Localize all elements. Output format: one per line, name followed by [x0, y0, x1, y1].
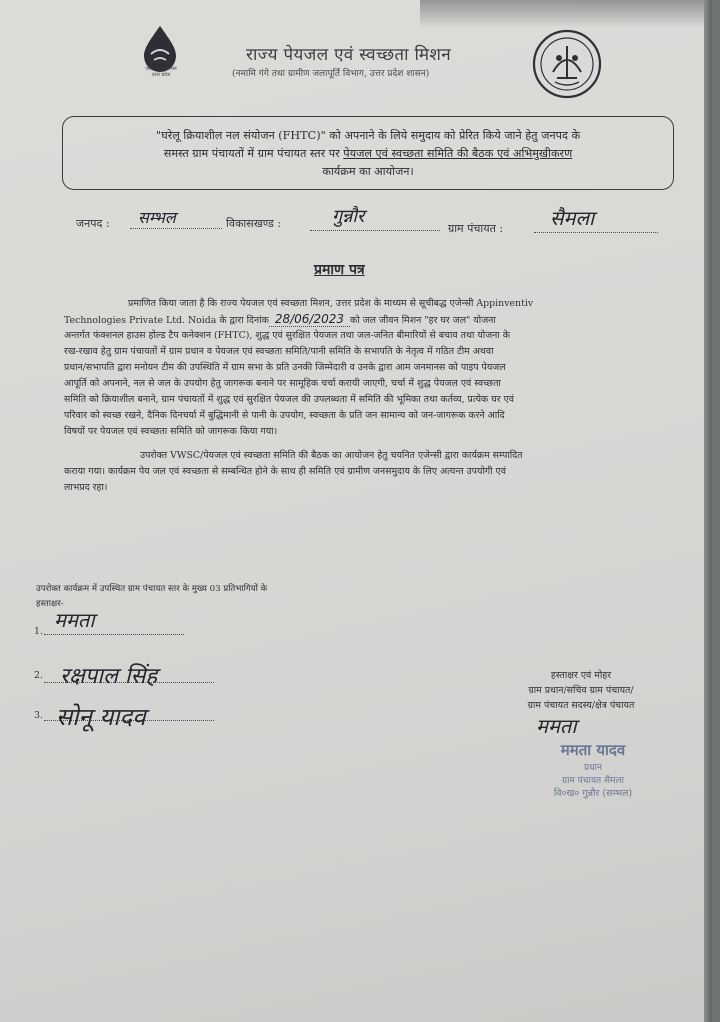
paragraph-line: लाभप्रद रहा। — [64, 482, 108, 493]
stamp-line: वि०ख० गुन्नौर (सम्भल) — [553, 788, 633, 799]
paragraph-line: उपरोक्त VWSC/पेयजल एवं स्वच्छता समिति की बैठक का आयोजन हेतु चयनित एजेन्सी द्वारा कार्यक्रम सम्पादित — [140, 450, 523, 461]
signatory-signature: ममता — [536, 714, 577, 738]
program-title-line — [62, 145, 674, 163]
stamp-name: ममता यादव — [560, 741, 626, 759]
panchayat-line — [534, 232, 658, 233]
panchayat-label: ग्राम पंचायत : — [448, 222, 504, 235]
paragraph-line: विषयों पर पेयजल एवं स्वच्छता समिति को जागरूक किया गया। — [64, 426, 278, 437]
block-label: विकासखण्ड : — [226, 217, 282, 230]
program-title-text: समस्त ग्राम पंचायतों में ग्राम पंचायत स्तर पर — [163, 147, 344, 160]
certificate-heading: प्रमाण पत्र — [314, 262, 365, 278]
participants-intro: उपरोक्त कार्यक्रम में उपस्थित ग्राम पंचायत स्तर के मुख्य 03 प्रतिभागियों के — [36, 584, 268, 594]
panchayat-value: सैमला — [550, 206, 595, 230]
paragraph-line — [64, 312, 496, 329]
logo-caption-line: उत्तर प्रदेश — [151, 72, 171, 78]
paragraph-line: कराया गया। कार्यक्रम पेय जल एवं स्वच्छता से सम्बन्धित होने के साथ ही समिति एवं ग्रामीण जनसमुदाय के लिए अत्यन्त उपयोगी एवं — [64, 466, 506, 477]
mission-subtitle: (नमामि गंगे तथा ग्रामीण जलापूर्ति विभाग, उत्तर प्रदेश शासन) — [232, 69, 430, 79]
district-line — [130, 228, 222, 229]
logo-caption-line: हर घर जल — [151, 60, 171, 66]
program-title-line: कार्यक्रम का आयोजन। — [322, 165, 414, 178]
paragraph-text: Technologies Private Ltd. Noida के द्वारा दिनांक — [64, 315, 269, 326]
page-edge-shadow — [704, 0, 712, 1022]
stamp-line: ग्राम पंचायत सैमला — [562, 776, 624, 786]
mission-title: राज्य पेयजल एवं स्वच्छता मिशन — [246, 45, 451, 65]
signature-line — [44, 634, 184, 635]
program-title-line: "घरेलू क्रियाशील नल संयोजन (FHTC)" को अपनाने के लिये समुदाय को प्रेरित किये जाने हेतु जनपद के — [155, 129, 581, 142]
paragraph-line: समिति को क्रियाशील बनाने, ग्राम पंचायतों में शुद्ध एवं सुरक्षित पेयजल की उपलब्धता में समिति की भूमिका तथा कर्तव्य, प्रत्येक घर एवं — [64, 394, 514, 405]
block-line — [310, 230, 440, 231]
program-title-underlined: पेयजल एवं स्वच्छता समिति की बैठक एवं अभिमुखीकरण — [343, 147, 573, 160]
participant-signature: ममता — [54, 608, 95, 632]
participant-number: 1. — [34, 626, 43, 637]
participant-number: 3. — [34, 710, 43, 721]
logo-caption — [132, 60, 190, 78]
paragraph-line: अन्तर्गत फंक्शनल हाउस होल्ड टैप कनेक्शन (FHTC), शुद्ध एवं सुरक्षित पेयजल तथा जल-जनित बीमारियों से बचाव तथा योजना के — [64, 330, 510, 341]
block-value: गुन्नौर — [332, 206, 365, 227]
paragraph-line: रख-रखाव हेतु ग्राम पंचायतों में ग्राम प्रधान व पेयजल एवं स्वच्छता समिति/पानी समिति के सभापति के नेतृत्व में गठित टीम अथवा — [64, 346, 494, 357]
participant-number: 2. — [34, 670, 43, 681]
up-state-emblem — [531, 28, 603, 100]
signatory-block — [496, 668, 666, 713]
logo-caption-line: जल जीवन मिशन — [145, 66, 177, 72]
paragraph-line: प्रमाणित किया जाता है कि राज्य पेयजल एवं स्वच्छता मिशन, उत्तर प्रदेश के माध्यम से सूचीबद्ध एजेन्सी Appinventiv — [128, 298, 534, 309]
program-date: 28/06/2023 — [269, 312, 350, 327]
participant-signature: सोनू यादव — [56, 703, 146, 731]
official-stamp — [508, 740, 678, 799]
page-shadow — [420, 0, 712, 28]
paragraph-line: परिवार को स्वच्छ रखने, दैनिक दिनचर्या में बुद्धिमानी से पानी के उपयोग, स्वच्छता के प्रति जन सामान्य को जन-जागरूक करने आदि — [64, 410, 505, 421]
signatory-line: हस्ताक्षर एवं मोहर — [550, 670, 612, 681]
paragraph-line: प्रधान/सभापति द्वारा मनोयन टीम की उपस्थिति में ग्राम सभा के प्रति उनकी जिम्मेदारी व उनके द्वारा आम जनमानस को पाइप पेयजल — [64, 362, 506, 373]
stamp-role: प्रधान — [584, 763, 602, 773]
district-value: सम्भल — [138, 208, 176, 227]
district-label: जनपद : — [76, 217, 110, 230]
signatory-line: ग्राम पंचायत सदस्य/क्षेत्र पंचायत — [527, 700, 635, 711]
participants-intro: हस्ताक्षर- — [36, 599, 64, 609]
paragraph-text: को जल जीवन मिशन "हर घर जल" योजना — [350, 315, 496, 326]
paragraph-line: आपूर्ति को अपनाने, नल से जल के उपयोग हेतु जागरूक बनाने पर सामूहिक चर्चा करायी जाएगी, चर्चा में शुद्ध पेयजल एवं स्वच्छता — [64, 378, 501, 389]
participant-signature: रक्षपाल सिंह — [60, 664, 158, 689]
signatory-line: ग्राम प्रधान/सचिव ग्राम पंचायत/ — [528, 685, 634, 696]
